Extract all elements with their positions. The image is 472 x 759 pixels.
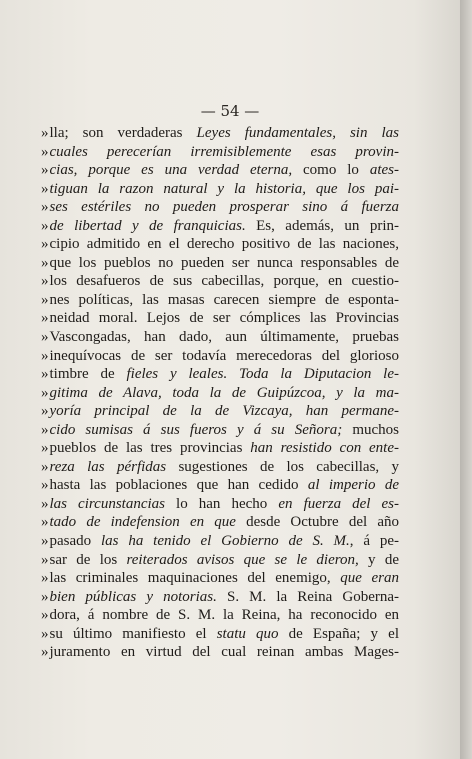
- text-segment: las criminales maquinaciones del enemigo,: [49, 570, 341, 587]
- italic-text: de libertad y de franquicias.: [49, 217, 246, 234]
- text-line: [41, 551, 399, 570]
- quote-mark: »: [41, 403, 49, 420]
- italic-text: las ha tenido el Gobierno de S. M.: [100, 533, 350, 550]
- text-segment: Vascongadas, han dado, aun últimamente, pruebas: [49, 329, 399, 346]
- quote-mark: »: [41, 458, 49, 475]
- quote-mark: »: [41, 625, 49, 642]
- quote-mark: »: [41, 329, 49, 346]
- text-line: [41, 235, 399, 254]
- text-line: [41, 513, 399, 532]
- text-line: [41, 347, 399, 366]
- text-line: [41, 291, 399, 310]
- quote-mark: »: [41, 236, 49, 253]
- text-segment: neidad moral. Lejos de ser cómplices las Provincias: [49, 310, 399, 327]
- text-segment: timbre de: [49, 366, 127, 383]
- text-line: [41, 272, 399, 291]
- quote-mark: »: [41, 310, 49, 327]
- text-line: [41, 124, 399, 143]
- text-segment: cipio admitido en el derecho positivo de las naciones,: [49, 236, 399, 253]
- text-segment: que los pueblos no pueden ser nunca responsables de: [49, 254, 399, 271]
- text-line: [41, 402, 399, 421]
- text-segment: nes políticas, las masas carecen siempre de esponta-: [49, 291, 399, 308]
- text-segment: juramento en virtud del cual reinan ambas Mages-: [49, 644, 399, 661]
- quote-mark: »: [41, 570, 49, 587]
- text-segment: y de: [358, 551, 399, 568]
- quote-mark: »: [41, 644, 49, 661]
- quote-mark: »: [41, 551, 49, 568]
- quote-mark: »: [41, 384, 49, 401]
- italic-text: al imperio de: [307, 477, 399, 494]
- text-segment: como lo: [292, 162, 370, 179]
- italic-text: reza las pérfidas: [49, 458, 167, 475]
- text-line: [41, 328, 399, 347]
- text-line: [41, 439, 399, 458]
- quote-mark: »: [41, 125, 49, 141]
- italic-text: yoría principal de la de Vizcaya, han permane-: [49, 403, 399, 420]
- text-segment: inequívocas de ser todavía merecedoras del glorioso: [49, 347, 399, 364]
- text-line: [41, 606, 399, 625]
- text-segment: pasado: [49, 533, 101, 550]
- text-line: [41, 588, 399, 607]
- text-segment: sar de los: [49, 551, 127, 568]
- text-segment: lla; son verdaderas: [49, 125, 197, 141]
- italic-text: cias, porque es una verdad eterna,: [49, 162, 293, 179]
- italic-text: statu quo: [216, 625, 279, 642]
- text-line: [41, 309, 399, 328]
- italic-text: cuales perecerían irremisiblemente esas provin-: [49, 143, 399, 160]
- text-segment: dora, á nombre de S. M. la Reina, ha reconocido en: [49, 607, 399, 624]
- quote-mark: »: [41, 180, 49, 197]
- italic-text: ates-: [369, 162, 399, 179]
- italic-text: que eran: [340, 570, 399, 587]
- page-edge: [460, 0, 472, 759]
- text-segment: hasta las poblaciones que han cedido: [49, 477, 308, 494]
- quote-mark: »: [41, 291, 49, 308]
- text-line: [41, 421, 399, 440]
- quote-mark: »: [41, 162, 49, 179]
- italic-text: las circunstancias: [49, 495, 165, 512]
- quote-mark: »: [41, 440, 49, 457]
- text-segment: su último manifiesto el: [49, 625, 217, 642]
- text-segment: , á pe-: [349, 533, 399, 550]
- quote-mark: »: [41, 366, 49, 383]
- text-line: [41, 458, 399, 477]
- text-line: [41, 532, 399, 551]
- text-line: [41, 476, 399, 495]
- text-segment: los desafueros de sus cabecillas, porque, en cuestio-: [49, 273, 399, 290]
- quote-mark: »: [41, 199, 49, 216]
- italic-text: gitima de Alava, toda la de Guipúzcoa, y la ma-: [49, 384, 399, 401]
- quote-mark: »: [41, 607, 49, 624]
- quote-mark: »: [41, 347, 49, 364]
- text-segment: Es, además, un prin-: [245, 217, 399, 234]
- text-line: [41, 365, 399, 384]
- quote-mark: »: [41, 588, 49, 605]
- quote-mark: »: [41, 217, 49, 234]
- text-line: [41, 161, 399, 180]
- text-segment: sugestiones de los cabecillas, y: [166, 458, 399, 475]
- quote-mark: »: [41, 514, 49, 531]
- italic-text: tiguan la razon natural y la historia, que los pai-: [49, 180, 399, 197]
- italic-text: reiterados avisos que se le dieron,: [126, 551, 359, 568]
- text-segment: desde Octubre del año: [235, 514, 399, 531]
- quote-mark: »: [41, 421, 49, 438]
- text-line: [41, 143, 399, 162]
- italic-text: cido sumisas á sus fueros y á su Señora;: [49, 421, 343, 438]
- text-line: [41, 384, 399, 403]
- text-line: [41, 495, 399, 514]
- italic-text: tado de indefension en que: [49, 514, 236, 531]
- text-segment: muchos: [342, 421, 399, 438]
- text-line: [41, 198, 399, 217]
- text-segment: S. M. la Reina Goberna-: [216, 588, 399, 605]
- text-segment: de España; y el: [278, 625, 399, 642]
- quote-mark: »: [41, 254, 49, 271]
- text-line: [41, 180, 399, 199]
- quote-mark: »: [41, 533, 49, 550]
- text-line: [41, 643, 399, 662]
- quote-mark: »: [41, 477, 49, 494]
- quote-mark: »: [41, 273, 49, 290]
- text-segment: pueblos de las tres provincias: [49, 440, 251, 457]
- text-segment: lo han hecho: [165, 495, 279, 512]
- italic-text: Leyes fundamentales, sin las: [196, 125, 399, 141]
- italic-text: bien públicas y notorias.: [49, 588, 217, 605]
- text-line: [41, 254, 399, 273]
- page-number: — 54 —: [200, 102, 260, 120]
- text-line: [41, 625, 399, 644]
- body-text: [41, 124, 399, 662]
- italic-text: han resistido con ente-: [250, 440, 399, 457]
- text-line: [41, 569, 399, 588]
- quote-mark: »: [41, 495, 49, 512]
- italic-text: fieles y leales. Toda la Diputacion le-: [126, 366, 399, 383]
- italic-text: en fuerza del es-: [278, 495, 399, 512]
- quote-mark: »: [41, 143, 49, 160]
- italic-text: ses estériles no pueden prosperar sino á fuerza: [49, 199, 399, 216]
- text-line: [41, 217, 399, 236]
